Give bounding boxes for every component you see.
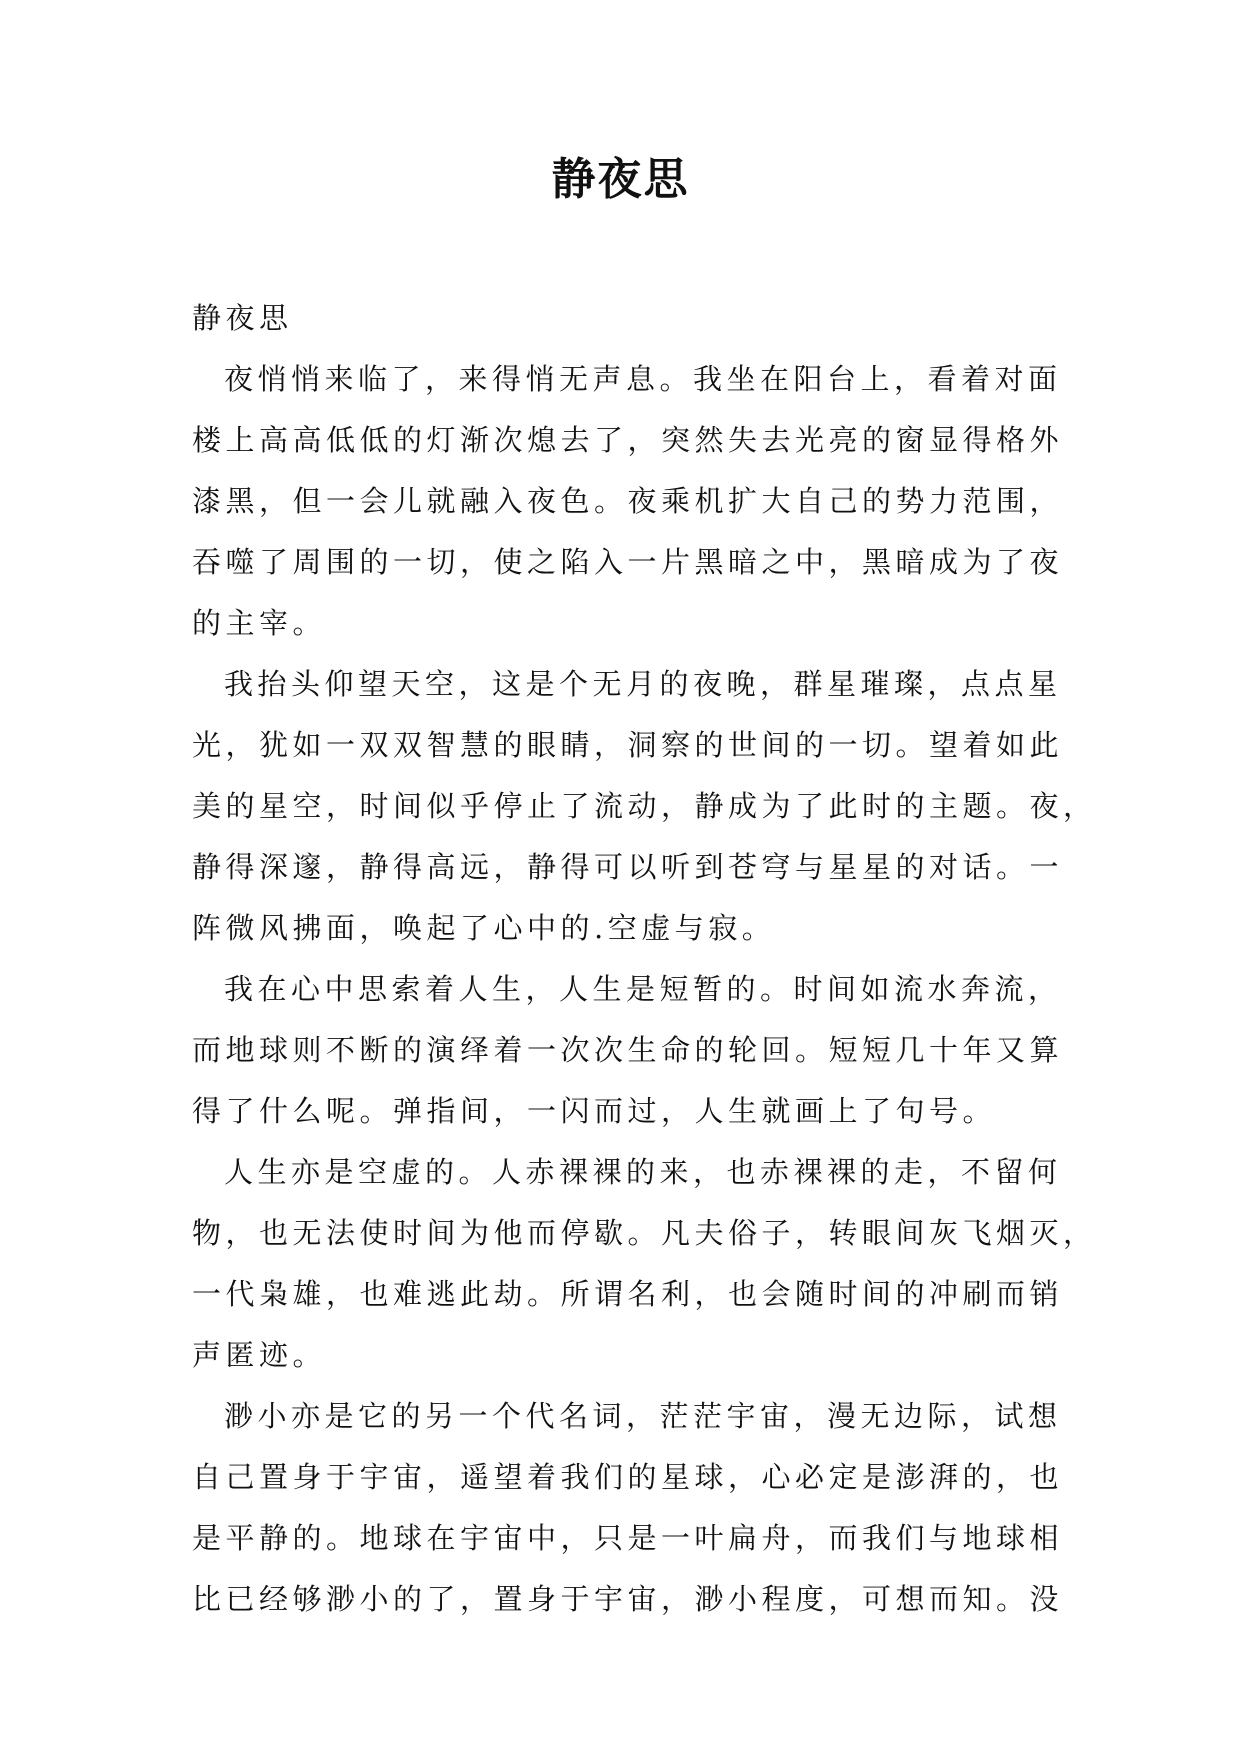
paragraph-line: 夜悄悄来临了，来得悄无声息。我坐在阳台上，看着对面 xyxy=(224,362,1062,396)
paragraph-line: 美的星空，时间似乎停止了流动，静成为了此时的主题。夜， xyxy=(192,789,1097,823)
paragraph-4 xyxy=(192,1142,1097,1386)
paragraph-3 xyxy=(192,959,1064,1142)
paragraph-line: 得了什么呢。弹指间，一闪而过，人生就画上了句号。 xyxy=(192,1094,997,1128)
document-title: 静夜思 xyxy=(551,154,690,205)
paragraph-line: 是平静的。地球在宇宙中，只是一叶扁舟，而我们与地球相 xyxy=(192,1521,1064,1555)
paragraph-line: 我抬头仰望天空，这是个无月的夜晚，群星璀璨，点点星 xyxy=(224,667,1062,701)
paragraph-line: 阵微风拂面，唤起了心中的.空虚与寂。 xyxy=(192,911,776,945)
paragraph-line: 人生亦是空虚的。人赤裸裸的来，也赤裸裸的走，不留何 xyxy=(224,1155,1062,1189)
paragraph-line: 楼上高高低低的灯渐次熄去了，突然失去光亮的窗显得格外 xyxy=(192,423,1064,457)
paragraph-line: 静得深邃，静得高远，静得可以听到苍穹与星星的对话。一 xyxy=(192,850,1064,884)
paragraph-2 xyxy=(192,654,1097,959)
paragraph-line: 而地球则不断的演绎着一次次生命的轮回。短短几十年又算 xyxy=(192,1033,1064,1067)
paragraph-1 xyxy=(192,349,1064,654)
body-subtitle: 静夜思 xyxy=(192,301,293,335)
paragraph-line: 自己置身于宇宙，遥望着我们的星球，心必定是澎湃的，也 xyxy=(192,1460,1064,1494)
paragraph-line: 比已经够渺小的了，置身于宇宙，渺小程度，可想而知。没 xyxy=(192,1582,1064,1616)
paragraph-line: 物，也无法使时间为他而停歇。凡夫俗子，转眼间灰飞烟灭， xyxy=(192,1216,1097,1250)
paragraph-line: 我在心中思索着人生，人生是短暂的。时间如流水奔流， xyxy=(224,972,1062,1006)
paragraph-line: 光，犹如一双双智慧的眼睛，洞察的世间的一切。望着如此 xyxy=(192,728,1064,762)
paragraph-line: 一代枭雄，也难逃此劫。所谓名利，也会随时间的冲刷而销 xyxy=(192,1277,1064,1311)
paragraph-line: 的主宰。 xyxy=(192,606,327,640)
document-body xyxy=(192,288,1097,1630)
paragraph-line: 漆黑，但一会儿就融入夜色。夜乘机扩大自己的势力范围， xyxy=(192,484,1064,518)
paragraph-5 xyxy=(192,1386,1064,1630)
paragraph-line: 渺小亦是它的另一个代名词，茫茫宇宙，漫无边际，试想 xyxy=(224,1399,1062,1433)
paragraph-line: 吞噬了周围的一切，使之陷入一片黑暗之中，黑暗成为了夜 xyxy=(192,545,1064,579)
paragraph-line: 声匿迹。 xyxy=(192,1338,327,1372)
